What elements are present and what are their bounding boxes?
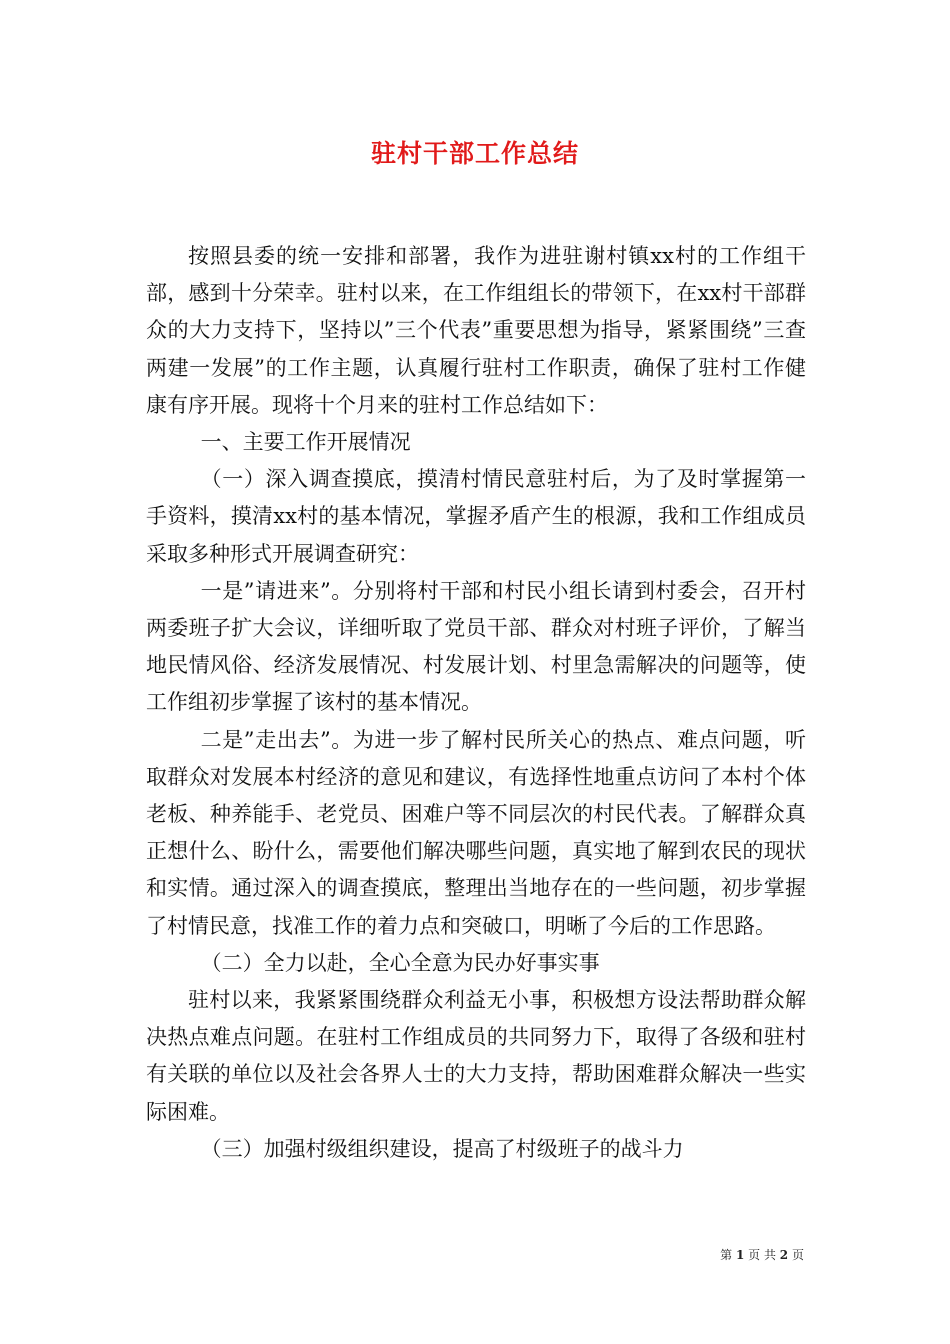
footer-current-page: 1 <box>735 1248 745 1262</box>
footer-suffix: 页 <box>791 1248 804 1262</box>
document-title: 驻村干部工作总结 <box>370 139 579 168</box>
section-heading-1: 一、主要工作开展情况 <box>200 430 411 455</box>
document-body <box>146 238 806 1168</box>
page-number <box>720 1246 804 1263</box>
subsection-heading-3: （三）加强村级组织建设，提高了村级班子的战斗力 <box>200 1136 684 1161</box>
paragraph-service: 驻村以来，我紧紧围绕群众利益无小事，积极想方设法帮助群众解决热点难点问题。在驻村工作组成员的共同努力下，取得了各级和驻村有关联的单位以及社会各界人士的大力支持，帮助困难群众解决一些实际困难。 <box>146 988 806 1124</box>
subsection-heading-1: （一）深入调查摸底，摸清村情民意驻村后，为了及时掌握第一手资料，摸清xx村的基本情况，掌握矛盾产生的根源，我和工作组成员采取多种形式开展调查研究： <box>146 467 806 566</box>
footer-total-pages: 2 <box>779 1248 789 1262</box>
paragraph-go-out: 二是”走出去”。为进一步了解村民所关心的热点、难点问题，听取群众对发展本村经济的意见和建议，有选择性地重点访问了本村个体老板、种养能手、老党员、困难户等不同层次的村民代表。了解群众真正想什么、盼什么，需要他们解决哪些问题，真实地了解到农民的现状和实情。通过深入的调查摸底，整理出当地存在的一些问题，初步掌握了村情民意，找准工作的着力点和突破口，明晰了今后的工作思路。 <box>146 727 806 938</box>
subsection-heading-2: （二）全力以赴，全心全意为民办好事实事 <box>200 950 600 975</box>
footer-middle: 页 共 <box>748 1248 776 1262</box>
footer-prefix: 第 <box>720 1248 733 1262</box>
paragraph-intro: 按照县委的统一安排和部署，我作为进驻谢村镇xx村的工作组干部，感到十分荣幸。驻村以来，在工作组组长的带领下，在xx村干部群众的大力支持下，坚持以”三个代表”重要思想为指导，紧紧围绕”三查两建一发展”的工作主题，认真履行驻村工作职责，确保了驻村工作健康有序开展。现将十个月来的驻村工作总结如下： <box>146 244 806 417</box>
paragraph-invite-in: 一是”请进来”。分别将村干部和村民小组长请到村委会，召开村两委班子扩大会议，详细听取了党员干部、群众对村班子评价，了解当地民情风俗、经济发展情况、村发展计划、村里急需解决的问题等，使工作组初步掌握了该村的基本情况。 <box>146 578 806 715</box>
